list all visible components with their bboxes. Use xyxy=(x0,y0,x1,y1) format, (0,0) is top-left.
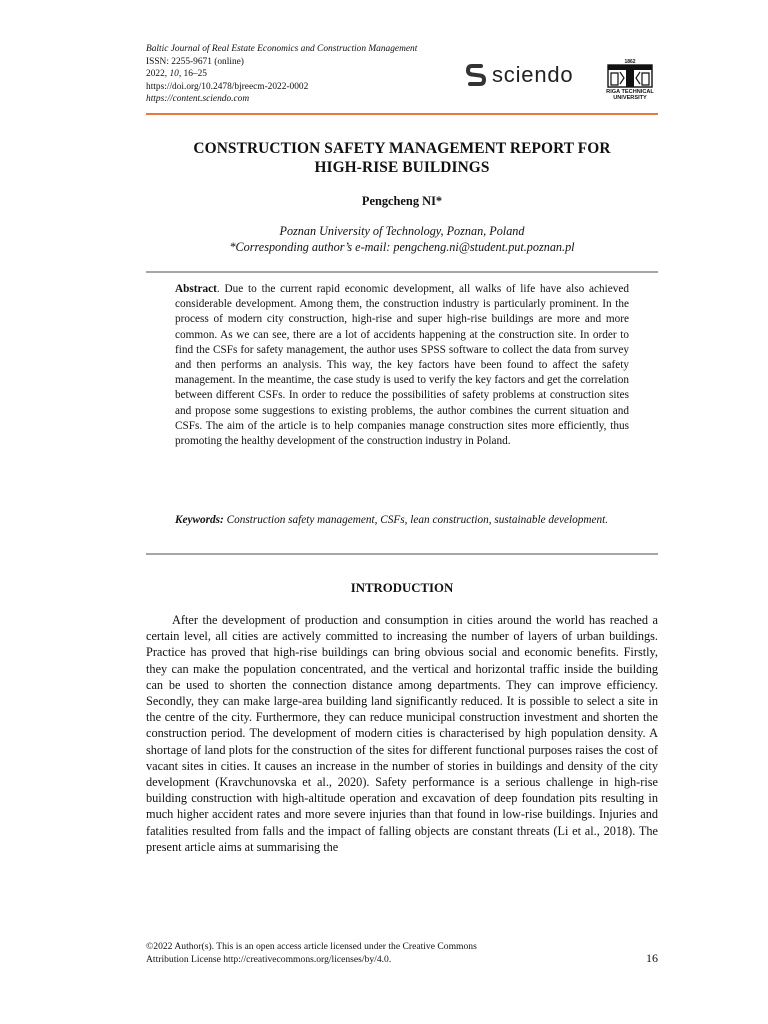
journal-name: Baltic Journal of Real Estate Economics and Construction Management xyxy=(146,44,418,54)
journal-header xyxy=(146,43,466,106)
keywords xyxy=(175,513,629,528)
title-line-1: CONSTRUCTION SAFETY MANAGEMENT REPORT FOR xyxy=(193,140,611,157)
journal-volume: 2022, 10, 16–25 xyxy=(146,69,207,79)
section-heading-introduction: INTRODUCTION xyxy=(350,581,454,595)
keywords-text: Construction safety management, CSFs, lean construction, sustainable development. xyxy=(223,514,609,526)
license-line-1: ©2022 Author(s). This is an open access article licensed under the Creative Commons xyxy=(146,941,477,952)
license-footer xyxy=(146,941,616,966)
abstract-top-divider xyxy=(146,271,658,273)
header-divider xyxy=(146,113,658,115)
abstract-bottom-divider xyxy=(146,553,658,555)
journal-issn: ISSN: 2255-9671 (online) xyxy=(146,56,244,67)
rtu-year: 1862 xyxy=(624,59,636,65)
rtu-name-line1: RIGA TECHNICAL xyxy=(606,89,654,95)
author-name: Pengcheng NI* xyxy=(361,194,443,208)
sciendo-wordmark: sciendo xyxy=(492,62,574,87)
abstract-label: Abstract xyxy=(175,283,217,295)
keywords-label: Keywords: xyxy=(175,514,224,526)
sciendo-logo xyxy=(466,60,573,90)
abstract-text: . Due to the current rapid economic development, all walks of life have also achieved considerable development. Among them, the construction industry is particularly prominent. In the process of modern city construction, high-rise and super high-rise buildings are more and more common. As we can see, there are a lot of accidents happening at the construction site. In order to find the CSFs for safety management, the author uses SPSS software to collect the data from survey and then performs an analysis. This way, the key factors have been found to affect the safety management. In the meantime, the case study is used to verify the key factors and get the correlation between different CSFs. In order to reduce the possibilities of safety problems at construction sites and propose some suggestions to existing problems, the author combines the current situation and CSFs. The aim of the article is to help companies manage construction sites more efficiently, thus promoting the healthy development of the construction industry in Poland. xyxy=(175,283,629,448)
article-title xyxy=(146,139,658,177)
introduction-paragraph: After the development of production and consumption in cities around the world has reached a certain level, all cities are actively committed to increasing the number of layers of urban buildings. Practice has proved that high-rise buildings can bring obvious social and economic benefits. Firstly, they can make the population concentrated, and the vertical and horizontal traffic inside the building can be used to shorten the connection distance among departments. They can improve efficiency. Secondly, they can make large-area building land significantly reduced. It is possible to select a site in the centre of the city. Furthermore, they can reduce municipal construction investment and shorten the construction period. The development of modern cities is characterised by high population density. A shortage of land plots for the construction of the sites for different functional purposes raises the cost of vacant sites in cities. It causes an increase in the number of stories in buildings and density of the city development (Kravchunovska et al., 2020). Safety performance is a serious challenge in high-rise building construction with high-altitude operation and excavation of deep foundation pits resulting in much higher accident rates and more severe injuries than that found in low-rise buildings. Injuries and fatalities resulted from falls and the impact of falling objects are constant threats (Li et al., 2018). The present article aims at summarising the xyxy=(146,613,658,854)
rtu-crest-icon xyxy=(602,58,658,88)
journal-doi[interactable]: https://doi.org/10.2478/bjreecm-2022-0002 xyxy=(146,81,309,92)
rtu-logo xyxy=(600,58,660,102)
license-line-2: Attribution License http://creativecommons.org/licenses/by/4.0. xyxy=(146,953,392,965)
abstract xyxy=(175,282,629,449)
corresponding-email: *Corresponding author’s e-mail: pengcheng.ni@student.put.poznan.pl xyxy=(229,240,575,254)
journal-site[interactable]: https://content.sciendo.com xyxy=(146,94,250,104)
rtu-name-line2: UNIVERSITY xyxy=(613,95,647,102)
sciendo-mark-icon xyxy=(466,63,486,87)
title-line-2: HIGH-RISE BUILDINGS xyxy=(314,159,490,176)
affiliation: Poznan University of Technology, Poznan, Poland xyxy=(279,224,525,238)
page-number: 16 xyxy=(646,951,658,965)
author-affiliation-block xyxy=(146,223,658,255)
